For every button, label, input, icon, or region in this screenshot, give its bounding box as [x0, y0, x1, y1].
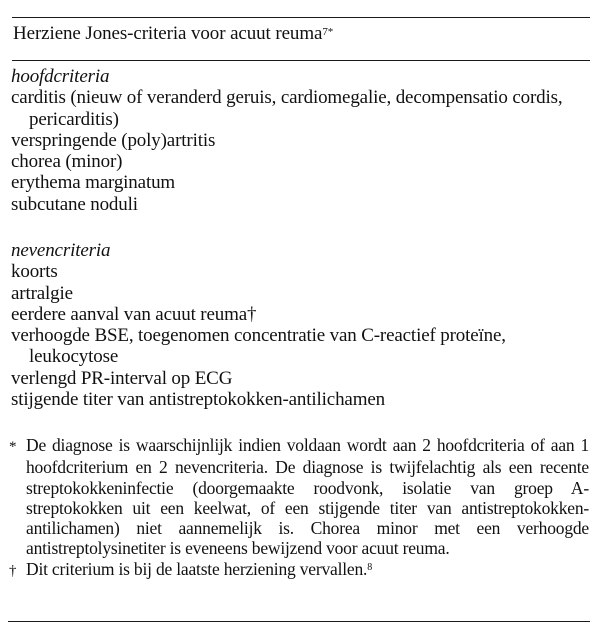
minor-criterion: eerdere aanval van acuut reuma†: [11, 303, 257, 325]
footnote-reference: 8: [367, 561, 373, 573]
top-rule: [12, 17, 590, 18]
minor-criterion: koorts: [11, 261, 58, 283]
major-criterion: subcutane noduli: [11, 193, 138, 215]
table-title: [13, 22, 333, 46]
title-reference: 7*: [322, 26, 334, 38]
minor-criterion: artralgie: [11, 282, 73, 304]
footnote-text: Dit criterium is bij de laatste herziening vervallen.: [26, 558, 368, 579]
footnote-asterisk: [9, 435, 589, 559]
major-criterion: carditis (nieuw of veranderd geruis, cardiomegalie, decompensatio cordis, pericarditis): [11, 87, 563, 130]
footnote-text: De diagnose is waarschijnlijk indien voldaan wordt aan 2 hoofdcriteria of aan 1 hoofdcriterium en 2 nevencriteria. De diagnose is twijfelachtig als een recente streptokokkeninfectie (doorgemaakte roodvonk, isolatie van groep A-streptokokken uit een keelwat, of een stijgende titer van antistreptokokken-antilichamen) niet aannemelijk is. Chorea minor met een verhoogde antistreptolysinetiter is eveneens bewijzend voor acuut reuma.: [26, 435, 589, 559]
footnotes: [9, 435, 589, 581]
major-criterion: verspringende (poly)artritis: [11, 129, 216, 151]
bottom-rule: [8, 621, 590, 622]
header-rule: [12, 60, 590, 61]
minor-criterion: stijgende titer van antistreptokokken-antilichamen: [11, 389, 385, 411]
minor-criterion: verhoogde BSE, toegenomen concentratie van C-reactief proteïne, leukocytose: [11, 325, 506, 368]
footnote-mark: *: [9, 439, 17, 455]
major-criteria-section: [11, 66, 586, 215]
major-criterion: chorea (minor): [11, 151, 123, 173]
table-title-text: Herziene Jones-criteria voor acuut reuma: [13, 23, 323, 44]
minor-criteria-section: [11, 240, 586, 410]
footnote-mark: †: [9, 562, 17, 579]
major-criterion: erythema marginatum: [11, 172, 176, 194]
minor-criteria-heading: nevencriteria: [11, 240, 111, 261]
major-criteria-heading: hoofdcriteria: [11, 66, 110, 87]
minor-criterion: verlengd PR-interval op ECG: [11, 367, 233, 389]
footnote-dagger: [9, 559, 589, 581]
